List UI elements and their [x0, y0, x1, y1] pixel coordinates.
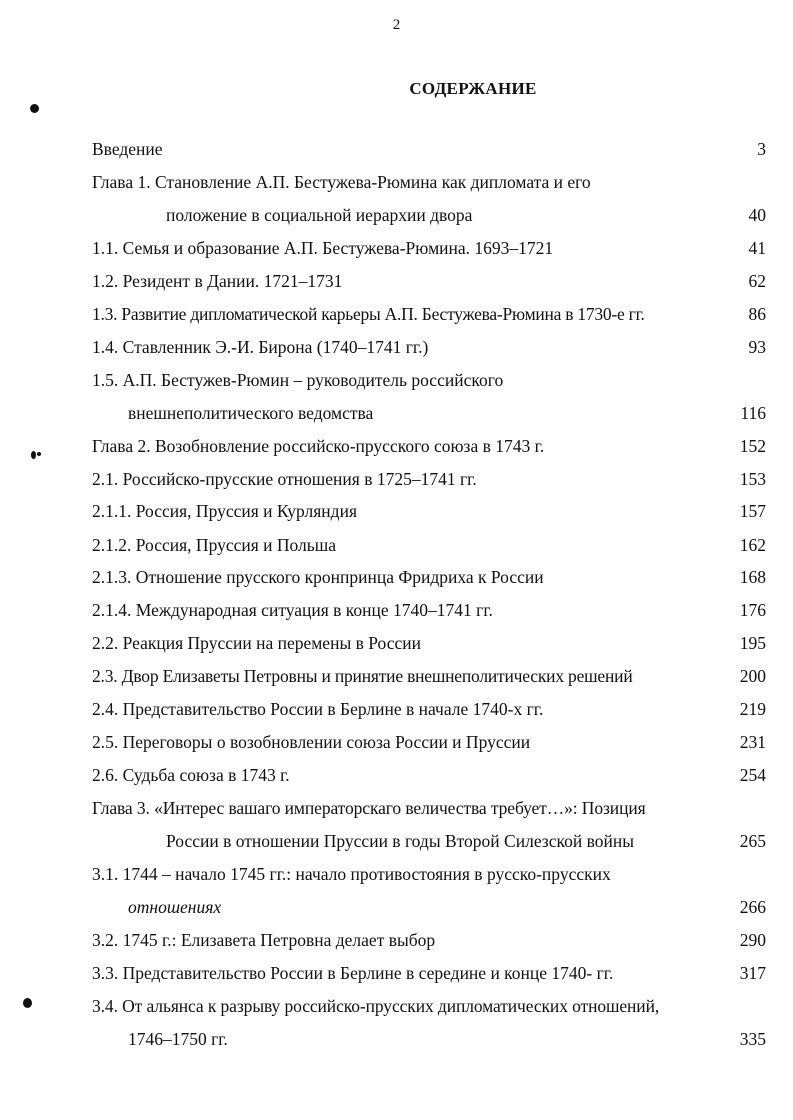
- toc-entry-page: 317: [739, 963, 766, 983]
- toc-entry-text: Глава 2. Возобновление российско-прусского союза в 1743 г.: [92, 436, 545, 456]
- toc-entry-page: 195: [739, 633, 766, 653]
- toc-entry-text: 2.1.3. Отношение прусского кронпринца Фридриха к России: [92, 567, 544, 587]
- toc-entry-page: 290: [739, 930, 766, 950]
- toc-entry-continuation: положение в социальной иерархии двора: [166, 205, 473, 225]
- toc-entry-text: 2.1.4. Международная ситуация в конце 1740–1741 гг.: [92, 600, 493, 620]
- toc-entry-page: 157: [739, 501, 766, 521]
- toc-entry-text: 1.5. А.П. Бестужев-Рюмин – руководитель российского: [92, 370, 504, 390]
- toc-entry-text: 3.2. 1745 г.: Елизавета Петровна делает выбор: [92, 930, 436, 950]
- toc-entry-page: 335: [739, 1029, 766, 1049]
- toc-entry-text: 1.2. Резидент в Дании. 1721–1731: [92, 271, 343, 291]
- toc-entry-page: 200: [739, 666, 766, 686]
- toc-entry-text: 2.5. Переговоры о возобновлении союза России и Пруссии: [92, 732, 531, 752]
- toc-entry-page: 116: [740, 403, 766, 423]
- toc-entry-page: 168: [739, 567, 766, 587]
- toc-entry-page: 162: [739, 535, 766, 555]
- toc-entry-text: 3.1. 1744 – начало 1745 гг.: начало противостояния в русско-прусских: [92, 864, 611, 884]
- scan-speck: [31, 451, 36, 459]
- toc-entry-text: 2.1. Российско-прусские отношения в 1725–1741 гг.: [92, 469, 477, 489]
- toc-entry-continuation: 1746–1750 гг.: [128, 1029, 228, 1049]
- toc-entry-text: 2.4. Представительство России в Берлине в начале 1740-х гг.: [92, 699, 544, 719]
- toc-entry-page: 265: [739, 831, 766, 851]
- toc-entry-page: 41: [748, 238, 766, 258]
- toc-entry-text: 2.1.1. Россия, Пруссия и Курляндия: [92, 501, 357, 521]
- toc-entry-continuation: России в отношении Пруссии в годы Второй Силезской войны: [166, 831, 634, 851]
- toc-entry-page: 86: [748, 304, 766, 324]
- toc-entry-page: 219: [739, 699, 766, 719]
- toc-entry-continuation: внешнеполитического ведомства: [128, 403, 374, 423]
- toc-entry-text: Введение: [92, 139, 163, 159]
- scan-speck: [30, 104, 39, 113]
- toc-entry-page: 93: [748, 337, 766, 357]
- page-number: 2: [392, 17, 401, 33]
- toc-entry-text: 1.3. Развитие дипломатической карьеры А.П. Бестужева-Рюмина в 1730-е гг.: [92, 304, 645, 324]
- toc-entry-continuation: отношениях: [128, 897, 222, 917]
- toc-entry-text: 1.1. Семья и образование А.П. Бестужева-Рюмина. 1693–1721: [92, 238, 554, 258]
- scan-speck: [37, 452, 41, 456]
- toc-entry-page: 176: [739, 600, 766, 620]
- toc-entry-page: 62: [748, 271, 766, 291]
- toc-entry-text: 2.3. Двор Елизаветы Петровны и принятие внешнеполитических решений: [92, 666, 633, 686]
- toc-entry-page: 152: [739, 436, 766, 456]
- toc-entry-text: Глава 1. Становление А.П. Бестужева-Рюмина как дипломата и его: [92, 172, 591, 192]
- toc-entry-text: 2.6. Судьба союза в 1743 г.: [92, 765, 290, 785]
- toc-entry-page: 254: [739, 765, 766, 785]
- scan-speck: [23, 998, 32, 1008]
- toc-entry-text: 1.4. Ставленник Э.-И. Бирона (1740–1741 гг.): [92, 337, 429, 357]
- toc-entry-page: 231: [739, 732, 766, 752]
- toc-entry-page: 153: [739, 469, 766, 489]
- toc-entry-page: 3: [757, 139, 766, 159]
- toc-entry-page: 266: [739, 897, 766, 917]
- toc-entry-text: 3.3. Представительство России в Берлине в середине и конце 1740- гг.: [92, 963, 614, 983]
- page-title: СОДЕРЖАНИЕ: [409, 79, 537, 98]
- toc-entry-text: 2.1.2. Россия, Пруссия и Польша: [92, 535, 337, 555]
- toc-entry-page: 40: [748, 205, 766, 225]
- toc-entry-text: 3.4. От альянса к разрыву российско-прусских дипломатических отношений,: [92, 996, 660, 1016]
- toc-entry-text: Глава 3. «Интерес вашаго императорскаго величества требует…»: Позиция: [92, 798, 646, 818]
- toc-entry-text: 2.2. Реакция Пруссии на перемены в России: [92, 633, 421, 653]
